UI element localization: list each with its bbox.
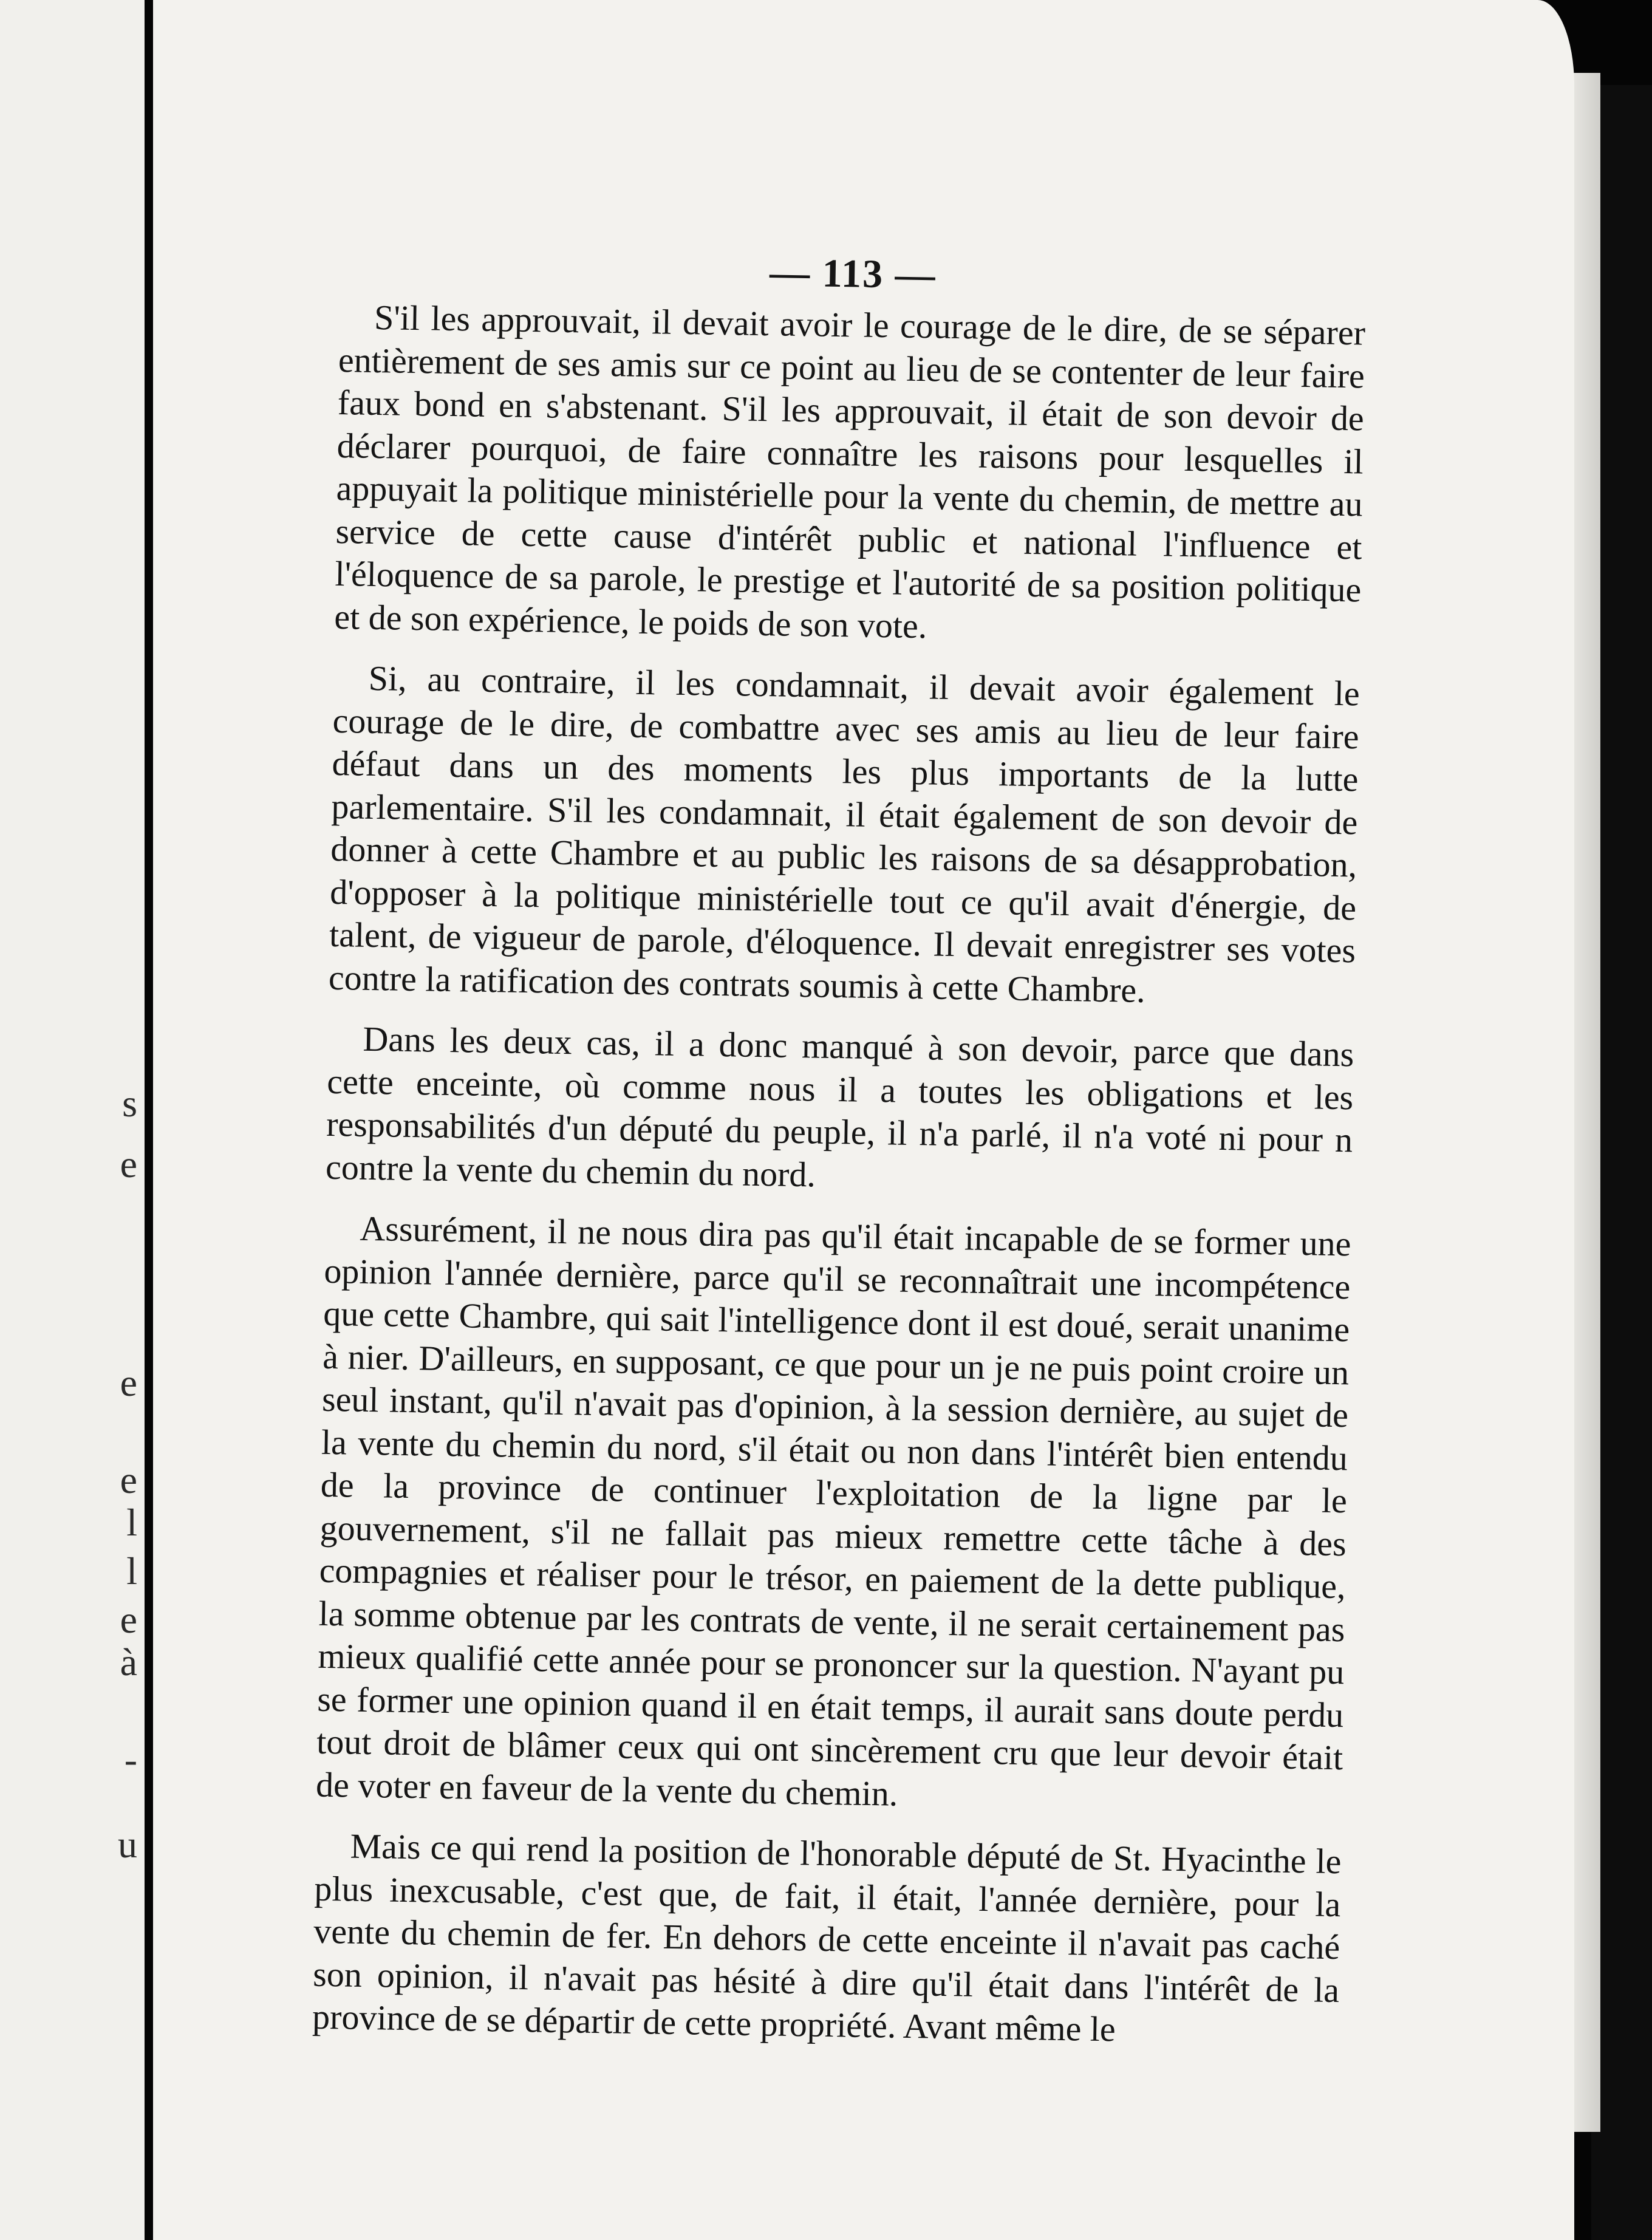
- left-page-fragment: [0, 0, 145, 2240]
- paragraph-1: S'il les approuvait, il devait avoir le courage de le dire, de se séparer entièrement de ses amis sur ce point au lieu de se contenter de leur faire faux bond en s'abstenant. S'il les approuvait, il était de son devoir de déclarer pourquoi, de faire connaître les raisons pour lesquelles il appuyait la politique ministérielle pour la vente du chemin, de mettre au service de cette cause d'intérêt public et national l'influence et l'éloquence de sa parole, le prestige et l'autorité de sa position politique et de son expérience, le poids de son vote.: [333, 297, 1366, 646]
- margin-char: e: [120, 1458, 137, 1501]
- page-tab: [1609, 182, 1652, 219]
- margin-char: e: [120, 1598, 137, 1641]
- margin-char: u: [118, 1823, 137, 1866]
- left-page-margin-text: [0, 1081, 145, 1871]
- page-text-block: [312, 246, 1367, 2073]
- paragraph-4: Assurément, il ne nous dira pas qu'il était incapable de se former une opinion l'année dernière, parce qu'il se reconnaîtrait une incompétence que cette Chambre, qui sait l'intelligence dont il est doué, serait unanime à nier. D'ailleurs, en supposant, ce que pour un je ne puis point croire un seul instant, qu'il n'avait pas d'opinion, à la session dernière, au sujet de la vente du chemin du nord, s'il était ou non dans l'intérêt bien entendu de la province de continuer l'exploitation de la ligne par le gouvernement, s'il ne fallait pas mieux remettre cette tâche à des compagnies et réaliser pour le trésor, en paiement de la dette publique, la somme obtenue par les contrats de vente, il ne serait certainement pas mieux qualifié cette année pour se prononcer sur la question. N'ayant pu se former une opinion quand il en était temps, il aurait sans doute perdu tout droit de blâmer ceux qui ont sincèrement cru que leur devoir était de voter en faveur de la vente du chemin.: [315, 1208, 1351, 1814]
- margin-char: e: [120, 1361, 137, 1404]
- margin-char: s: [122, 1082, 137, 1125]
- paragraph-5: Mais ce qui rend la position de l'honorable député de St. Hyacinthe le plus inexcusable, c'est que, de fait, il était, l'année dernière, pour la vente du chemin de fer. En dehors de cette enceinte il n'avait pas caché son opinion, il n'avait pas hésité à dire qu'il était dans l'intérêt de la province de se départir de cette propriété. Avant même le: [312, 1826, 1342, 2049]
- margin-char: -: [124, 1738, 137, 1781]
- margin-char: l: [126, 1549, 137, 1593]
- page-number: — 113 —: [769, 250, 937, 298]
- scanner-shadow: [1591, 85, 1652, 2240]
- paragraph-3: Dans les deux cas, il a donc manqué à son devoir, parce que dans cette enceinte, où comme nous il a toutes les obligations et les responsabilités d'un député du peuple, il n'a parlé, il n'a voté ni pour n contre la vente du chemin du nord.: [325, 1019, 1354, 1194]
- paragraph-2: Si, au contraire, il les condamnait, il devait avoir également le courage de le dire, de combattre avec ses amis au lieu de leur faire défaut dans un des moments les plus importants de la lutte parlementaire. S'il les condamnait, il était également de son devoir de donner à cette Chambre et au public les raisons de sa désapprobation, d'opposer à la politique ministérielle tout ce qu'il avait d'énergie, de talent, de vigueur de parole, d'éloquence. Il devait enregistrer ses votes contre la ratification des contrats soumis à cette Chambre.: [328, 658, 1360, 1010]
- margin-char: à: [120, 1641, 137, 1684]
- margin-char: l: [126, 1501, 137, 1544]
- margin-char: e: [120, 1142, 137, 1186]
